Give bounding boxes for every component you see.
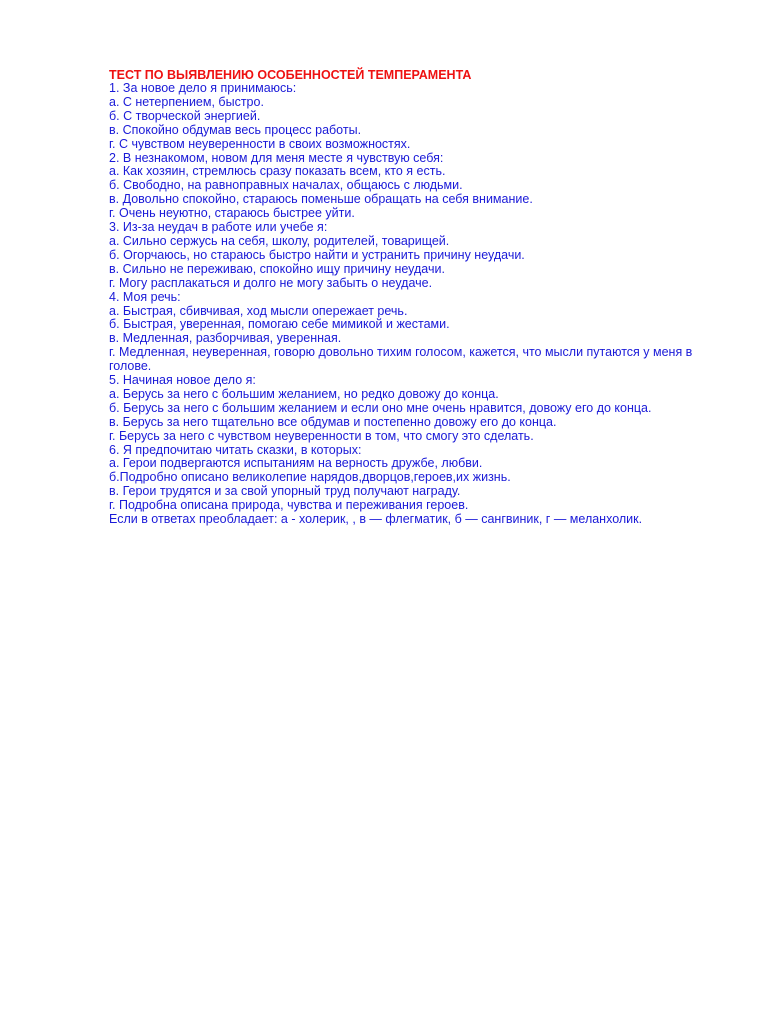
text-line: б. Быстрая, уверенная, помогаю себе мимикой и жестами. <box>109 317 450 332</box>
text-line: 6. Я предпочитаю читать сказки, в которых: <box>109 442 362 457</box>
text-line: б. Берусь за него с большим желанием и если оно мне очень нравится, довожу его до конца. <box>109 400 652 415</box>
text-line: а. С нетерпением, быстро. <box>109 94 264 109</box>
text-line: в. Герои трудятся и за свой упорный труд получают награду. <box>109 484 461 499</box>
text-line: г. Могу расплакаться и долго не могу забыть о неудаче. <box>109 275 433 290</box>
text-line: г. Медленная, неуверенная, говорю довольно тихим голосом, кажется, что мысли путаются у меня в голове. <box>109 345 693 374</box>
text-line: б. Свободно, на равноправных началах, общаюсь с людьми. <box>109 178 463 193</box>
text-line: а. Как хозяин, стремлюсь сразу показать всем, кто я есть. <box>109 164 446 179</box>
text-line: г. Подробна описана природа, чувства и переживания героев. <box>109 498 469 513</box>
text-line: г. С чувством неуверенности в своих возможностях. <box>109 136 411 151</box>
text-line: а. Берусь за него с большим желанием, но редко довожу до конца. <box>109 386 499 401</box>
text-line: б. Огорчаюсь, но стараюсь быстро найти и устранить причину неудачи. <box>109 247 525 262</box>
text-line: а. Быстрая, сбивчивая, ход мысли опережает речь. <box>109 303 408 318</box>
text-line: б. С творческой энергией. <box>109 108 261 123</box>
text-line: а. Сильно сержусь на себя, школу, родителей, товарищей. <box>109 233 450 248</box>
text-line: в. Сильно не переживаю, спокойно ищу причину неудачи. <box>109 261 445 276</box>
text-line: 3. Из-за неудач в работе или учебе я: <box>109 220 328 235</box>
document-page <box>109 68 717 527</box>
text-line: г. Берусь за него с чувством неуверенности в том, что смогу это сделать. <box>109 428 534 443</box>
text-line: 4. Моя речь: <box>109 289 181 304</box>
text-line: 1. За новое дело я принимаюсь: <box>109 81 297 95</box>
document-body <box>109 82 717 527</box>
result-key-line: Если в ответах преобладает: а - холерик, , в — флегматик, б — сангвиник, г — меланхолик. <box>109 512 643 527</box>
text-line: 5. Начиная новое дело я: <box>109 373 256 388</box>
text-line: г. Очень неуютно, стараюсь быстрее уйти. <box>109 206 355 221</box>
text-line: 2. В незнакомом, новом для меня месте я чувствую себя: <box>109 150 444 165</box>
text-line: а. Герои подвергаются испытаниям на верность дружбе, любви. <box>109 456 483 471</box>
text-line: в. Медленная, разборчивая, уверенная. <box>109 331 342 346</box>
document-title: ТЕСТ ПО ВЫЯВЛЕНИЮ ОСОБЕННОСТЕЙ ТЕМПЕРАМЕНТА <box>109 68 472 82</box>
text-line: б.Подробно описано великолепие нарядов,дворцов,героев,их жизнь. <box>109 470 511 485</box>
text-line: в. Берусь за него тщательно все обдумав и постепенно довожу его до конца. <box>109 414 557 429</box>
text-line: в. Довольно спокойно, стараюсь поменьше обращать на себя внимание. <box>109 192 533 207</box>
text-line: в. Спокойно обдумав весь процесс работы. <box>109 122 362 137</box>
